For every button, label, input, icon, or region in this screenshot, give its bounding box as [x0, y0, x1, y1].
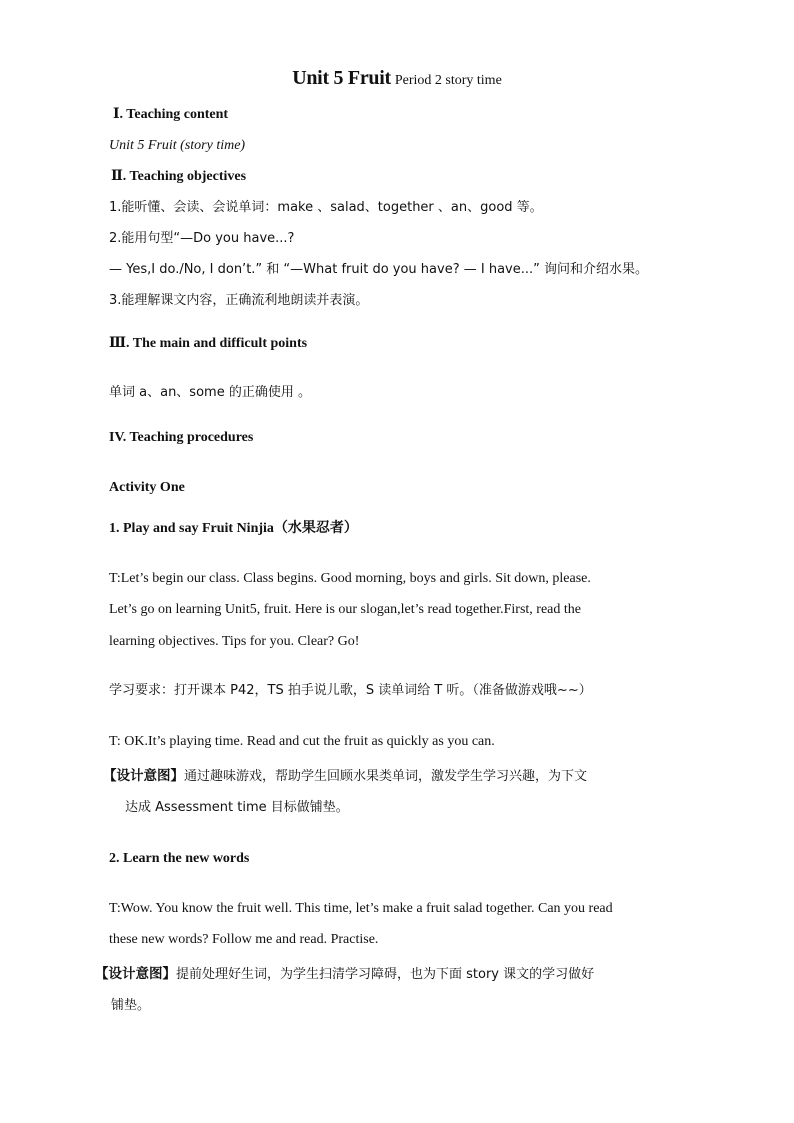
title-main: Unit 5 Fruit	[292, 67, 391, 89]
teaching-objectives-heading: Ⅱ. Teaching objectives	[111, 169, 247, 184]
design-intent-1-label: 【设计意图】	[103, 768, 184, 784]
title-subtitle: Period 2 story time	[394, 73, 502, 88]
objective-2-line-2: — Yes,I do./No, I don’t.” 和 “—What fruit do you have? — I have...” 询问和介绍水果。	[109, 262, 648, 277]
design-intent-2-line-2: 铺垫。	[111, 998, 151, 1013]
design-intent-2-label: 【设计意图】	[95, 966, 176, 982]
design-intent-2-line-1	[95, 965, 594, 984]
step-1-teacher-line-3: learning objectives. Tips for you. Clear? Go!	[109, 634, 360, 649]
step-1-teacher-line-2: Let’s go on learning Unit5, fruit. Here is our slogan,let’s read together.First, read the	[109, 602, 581, 617]
teaching-content-text: Unit 5 Fruit (story time)	[109, 138, 246, 153]
design-intent-2-text: 提前处理好生词，为学生扫清学习障碍，也为下面 story 课文的学习做好	[176, 967, 595, 982]
step-1-teacher-line-4: T: OK.It’s playing time. Read and cut the fruit as quickly as you can.	[109, 734, 495, 749]
design-intent-1-text: 通过趣味游戏，帮助学生回顾水果类单词，激发学生学习兴趣，为下文	[184, 769, 588, 784]
objective-2-line-1: 2.能用句型“—Do you have...?	[109, 231, 295, 246]
teaching-procedures-heading: IV. Teaching procedures	[109, 430, 254, 445]
main-difficult-points-heading: Ⅲ. The main and difficult points	[109, 336, 308, 351]
step-1-teacher-line-1: T:Let’s begin our class. Class begins. Good morning, boys and girls. Sit down, please.	[109, 571, 591, 586]
design-intent-1-line-1	[103, 767, 587, 786]
step-2-teacher-line-1: T:Wow. You know the fruit well. This time, let’s make a fruit salad together. Can you read	[109, 901, 613, 916]
objective-1: 1.能听懂、会读、会说单词：make 、salad、together 、an、good 等。	[109, 200, 543, 215]
objective-3: 3.能理解课文内容，正确流利地朗读并表演。	[109, 293, 369, 308]
design-intent-1-line-2: 达成 Assessment time 目标做铺垫。	[125, 800, 349, 815]
main-difficult-points-text: 单词 a、an、some 的正确使用 。	[109, 385, 311, 400]
activity-one-heading: Activity One	[109, 480, 185, 495]
teaching-content-heading: Ⅰ. Teaching content	[113, 107, 229, 122]
step-1-learning-requirements: 学习要求：打开课本 P42，TS 拍手说儿歌，S 读单词给 T 听。（准备做游戏哦~~）	[109, 683, 592, 698]
step-2-heading: 2. Learn the new words	[109, 851, 250, 866]
step-1-heading: 1. Play and say Fruit Ninjia（水果忍者）	[109, 521, 358, 536]
document-title	[0, 67, 794, 90]
step-2-teacher-line-2: these new words? Follow me and read. Practise.	[109, 932, 379, 947]
